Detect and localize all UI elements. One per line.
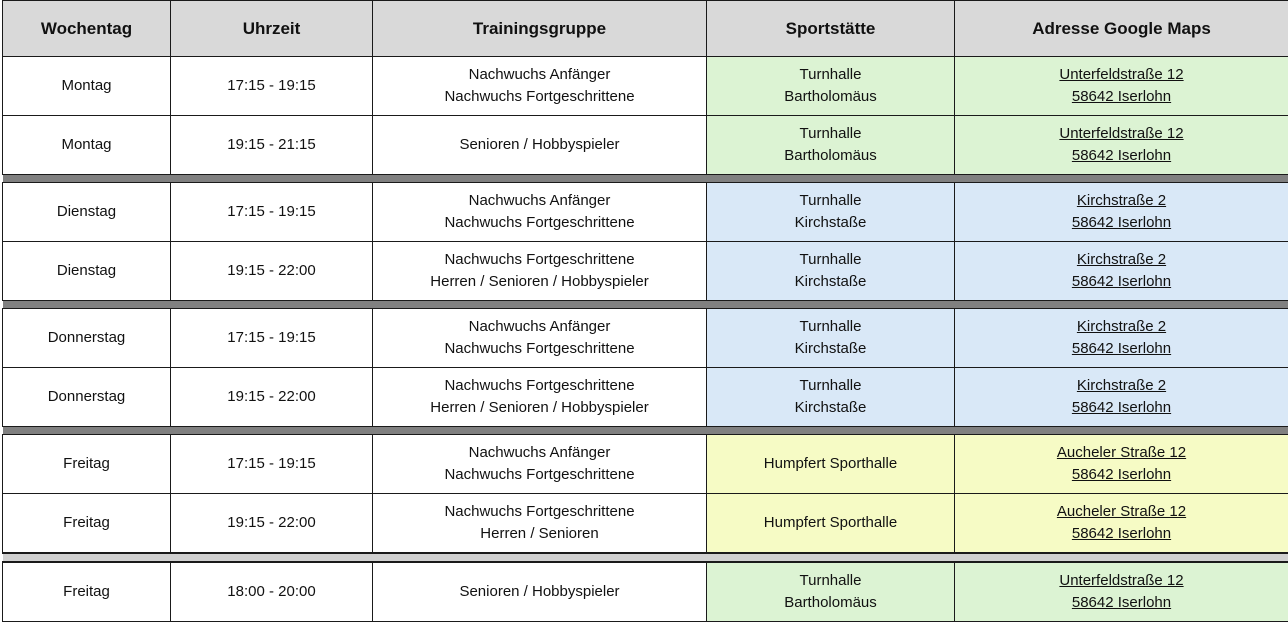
group-line: Nachwuchs Fortgeschrittene [444,503,635,520]
address-link-cell[interactable] [955,116,1288,175]
venue-line: Humpfert Sporthalle [763,455,898,472]
training-group-cell [373,183,707,242]
training-group-cell [373,242,707,301]
table-row [3,183,1288,242]
venue-line: Turnhalle [799,318,862,335]
address-street-link[interactable]: Unterfeldstraße 12 [1059,572,1184,589]
address-link-cell[interactable] [955,57,1288,116]
address-link-cell[interactable] [955,368,1288,427]
group-line: Herren / Senioren / Hobbyspieler [430,399,649,416]
address-city-link[interactable]: 58642 Iserlohn [1071,88,1172,105]
header-venue: Sportstätte [707,1,955,57]
time-cell: 19:15 - 22:00 [171,242,373,301]
header-row [3,1,1288,57]
group-separator [3,301,1288,309]
time-cell: 18:00 - 20:00 [171,562,373,622]
group-line: Nachwuchs Fortgeschrittene [444,251,635,268]
table-row [3,494,1288,554]
weekday-cell: Donnerstag [3,309,171,368]
address-street-link[interactable]: Kirchstraße 2 [1076,192,1167,209]
venue-cell [707,242,955,301]
address-street-link[interactable]: Aucheler Straße 12 [1056,444,1187,461]
address-street-link[interactable]: Unterfeldstraße 12 [1059,125,1184,142]
address-link-cell[interactable] [955,242,1288,301]
venue-cell [707,368,955,427]
weekday-cell: Montag [3,57,171,116]
venue-cell [707,183,955,242]
group-line: Nachwuchs Anfänger [468,192,611,209]
address-city-link[interactable]: 58642 Iserlohn [1071,273,1172,290]
address-city-link[interactable]: 58642 Iserlohn [1071,399,1172,416]
venue-line: Kirchstaße [794,273,867,290]
header-address [955,1,1288,57]
group-line: Senioren / Hobbyspieler [459,583,620,600]
venue-line: Bartholomäus [784,88,877,105]
address-city-link[interactable]: 58642 Iserlohn [1071,594,1172,611]
address-link-cell[interactable] [955,494,1288,554]
group-line: Nachwuchs Fortgeschrittene [444,466,635,483]
address-link-cell[interactable] [955,309,1288,368]
weekday-cell: Montag [3,116,171,175]
group-line: Herren / Senioren / Hobbyspieler [430,273,649,290]
venue-cell [707,57,955,116]
venue-line: Bartholomäus [784,594,877,611]
address-link-cell[interactable] [955,183,1288,242]
address-street-link[interactable]: Aucheler Straße 12 [1056,503,1187,520]
venue-cell [707,562,955,622]
group-line: Senioren / Hobbyspieler [459,136,620,153]
weekday-cell: Donnerstag [3,368,171,427]
venue-line: Turnhalle [799,192,862,209]
header-address-line2: Google Maps [1104,18,1211,38]
address-link-cell[interactable] [955,435,1288,494]
weekday-cell: Freitag [3,435,171,494]
venue-cell [707,309,955,368]
training-group-cell [373,309,707,368]
group-line: Nachwuchs Anfänger [468,318,611,335]
time-cell: 17:15 - 19:15 [171,309,373,368]
address-city-link[interactable]: 58642 Iserlohn [1071,466,1172,483]
venue-cell [707,435,955,494]
training-group-cell [373,435,707,494]
address-city-link[interactable]: 58642 Iserlohn [1071,340,1172,357]
venue-line: Humpfert Sporthalle [763,514,898,531]
weekday-cell: Freitag [3,562,171,622]
header-weekday: Wochentag [3,1,171,57]
venue-line: Turnhalle [799,572,862,589]
time-cell: 19:15 - 22:00 [171,494,373,554]
group-line: Nachwuchs Fortgeschrittene [444,214,635,231]
training-group-cell [373,494,707,554]
venue-line: Kirchstaße [794,214,867,231]
time-cell: 19:15 - 22:00 [171,368,373,427]
table-row [3,57,1288,116]
group-separator [3,175,1288,183]
table-row [3,242,1288,301]
group-line: Nachwuchs Fortgeschrittene [444,88,635,105]
time-cell: 19:15 - 21:15 [171,116,373,175]
venue-line: Turnhalle [799,125,862,142]
group-line: Nachwuchs Fortgeschrittene [444,377,635,394]
group-separator [3,553,1288,562]
header-time: Uhrzeit [171,1,373,57]
address-city-link[interactable]: 58642 Iserlohn [1071,214,1172,231]
table-row [3,368,1288,427]
weekday-cell: Dienstag [3,242,171,301]
group-line: Nachwuchs Fortgeschrittene [444,340,635,357]
group-line: Nachwuchs Anfänger [468,444,611,461]
address-street-link[interactable]: Unterfeldstraße 12 [1059,66,1184,83]
training-group-cell [373,562,707,622]
table-row [3,116,1288,175]
time-cell: 17:15 - 19:15 [171,435,373,494]
training-group-cell [373,116,707,175]
venue-line: Turnhalle [799,66,862,83]
address-street-link[interactable]: Kirchstraße 2 [1076,318,1167,335]
address-street-link[interactable]: Kirchstraße 2 [1076,377,1167,394]
weekday-cell: Dienstag [3,183,171,242]
weekday-cell: Freitag [3,494,171,554]
venue-line: Turnhalle [799,377,862,394]
address-city-link[interactable]: 58642 Iserlohn [1071,147,1172,164]
venue-cell [707,116,955,175]
group-separator [3,427,1288,435]
time-cell: 17:15 - 19:15 [171,183,373,242]
table-row [3,309,1288,368]
time-cell: 17:15 - 19:15 [171,57,373,116]
venue-line: Turnhalle [799,251,862,268]
address-link-cell[interactable] [955,562,1288,622]
venue-cell [707,494,955,554]
group-line: Herren / Senioren [480,525,599,542]
venue-line: Bartholomäus [784,147,877,164]
table-row [3,435,1288,494]
address-city-link[interactable]: 58642 Iserlohn [1071,525,1172,542]
training-group-cell [373,368,707,427]
table-row [3,562,1288,622]
header-training-group: Trainingsgruppe [373,1,707,57]
training-group-cell [373,57,707,116]
header-address-line1: Adresse [1032,18,1100,38]
address-street-link[interactable]: Kirchstraße 2 [1076,251,1167,268]
group-line: Nachwuchs Anfänger [468,66,611,83]
venue-line: Kirchstaße [794,399,867,416]
venue-line: Kirchstaße [794,340,867,357]
training-schedule-table [2,0,1288,622]
